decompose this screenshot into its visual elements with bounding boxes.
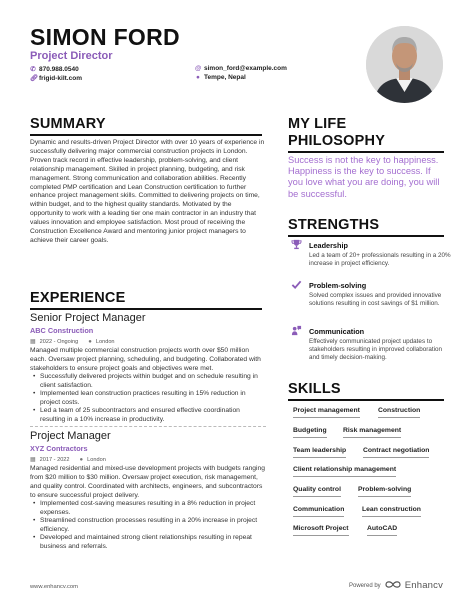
- job-company: XYZ Contractors: [30, 444, 88, 453]
- job-dates: 2022 - Ongoing: [39, 338, 79, 345]
- skills-divider: [288, 399, 444, 401]
- skill-tag: Microsoft Project: [293, 525, 349, 536]
- candidate-name: SIMON FORD: [30, 24, 180, 50]
- job-company: ABC Construction: [30, 326, 94, 335]
- map-pin-icon: ●: [79, 456, 84, 463]
- skill-tag: Project management: [293, 407, 360, 418]
- skill-tag: Quality control: [293, 486, 341, 497]
- summary-text: Dynamic and results-driven Project Director with over 10 years of experience in successfully delivering major commercial construction projects in London. Proven track record in effective leadership, problem-solving, and client relationship management. Skilled in project planning, budgeting, and risk management. Strong communication and collaboration abilities. Recently completed PMP certification and Lean Construction certification to further enhance project management skills. Committed to delivering projects on time, within budget, and to the highest quality standards. Motivated by the opportunity to work with a leading tier one main contractor in an industry that values innovation and employee satisfaction. Most proud of receiving the Construction Excellence Award and mentoring junior project managers to achieve their career goals.: [30, 139, 265, 244]
- achievement-item: • Implemented cost-saving measures resulting in a 8% reduction in project expenses.: [33, 500, 265, 517]
- strength-description: Led a team of 20+ professionals resulting in a 20% increase in project efficiency.: [309, 252, 451, 267]
- phone-icon: ✆: [30, 66, 36, 73]
- philosophy-divider: [288, 151, 444, 153]
- strength-description: Effectively communicated project updates to stakeholders resulting in improved collaboration and timely decision-making.: [309, 338, 443, 361]
- experience-heading: EXPERIENCE: [30, 290, 126, 306]
- phone-contact: [30, 65, 79, 73]
- strength-title: Leadership: [309, 241, 348, 250]
- skills-heading: SKILLS: [288, 381, 341, 397]
- footer-branding: [349, 580, 443, 591]
- email-contact[interactable]: [195, 65, 287, 72]
- profile-photo: [366, 26, 443, 103]
- summary-heading: SUMMARY: [30, 116, 106, 132]
- map-pin-icon: ●: [196, 74, 200, 81]
- email-text[interactable]: simon_ford@example.com: [204, 65, 287, 72]
- trophy-icon: [290, 239, 302, 251]
- achievement-item: • Led a team of 25 subcontractors and ensured effective coordination resulting in a 10% increase in productivity.: [33, 407, 265, 424]
- brand-name: Enhancv: [404, 580, 444, 591]
- philosophy-heading-line1: MY LIFE: [288, 116, 347, 132]
- skill-tag: Communication: [293, 506, 344, 517]
- strengths-heading: STRENGTHS: [288, 217, 380, 233]
- skill-tag: Risk management: [343, 427, 401, 438]
- strength-title: Problem-solving: [309, 281, 367, 290]
- achievement-item: • Streamlined construction processes resulting in a 20% increase in project efficiency.: [33, 517, 265, 534]
- philosophy-quote: Success is not the key to happiness. Happiness is the key to success. If you love what you are doing, you will be successful.: [288, 155, 440, 199]
- skill-tag: Construction: [378, 407, 420, 418]
- enhancv-logo-icon: [385, 580, 401, 591]
- powered-by-text: Powered by: [349, 582, 381, 589]
- job-title: Senior Project Manager: [30, 312, 146, 324]
- calendar-icon: ▦: [30, 457, 36, 463]
- map-pin-icon: ●: [88, 338, 92, 345]
- website-text[interactable]: frigid-kilt.com: [39, 74, 82, 82]
- skill-tag: Client relationship management: [293, 466, 396, 477]
- strength-title: Communication: [309, 327, 365, 336]
- job-separator: [30, 426, 266, 427]
- strength-description: Solved complex issues and provided innovative solutions resulting in cost savings of $1 million.: [309, 292, 442, 307]
- candidate-role: Project Director: [30, 50, 113, 62]
- job-description: Managed multiple commercial construction projects worth over $50 million each. Oversaw project planning, scheduling, and budgeting. Collaborated with stakeholders to ensure project goals and objectives were met.: [30, 347, 261, 372]
- philosophy-heading-line2: PHILOSOPHY: [288, 133, 386, 149]
- job-description: Managed residential and mixed-use development projects with budgets ranging from $20 million to $30 million. Oversaw project execution, risk management, and quality control. Coordinated with architects, engineers, and subcontractors to ensure successful project delivery.: [30, 465, 265, 499]
- website-contact[interactable]: [30, 74, 82, 82]
- location-text: Tempe, Nepal: [204, 74, 246, 81]
- achievement-item: • Successfully delivered projects within budget and on schedule resulting in client satisfaction.: [33, 373, 265, 390]
- job-location: London: [95, 338, 115, 345]
- job-dates: 2017 - 2022: [39, 456, 70, 463]
- skill-tag: AutoCAD: [367, 525, 397, 536]
- achievement-item: • Developed and maintained strong client relationships resulting in repeat business and referrals.: [33, 534, 265, 551]
- job-location: London: [87, 456, 106, 463]
- summary-divider: [30, 134, 262, 136]
- job-meta: [30, 456, 106, 463]
- skill-tag: Budgeting: [293, 427, 327, 438]
- check-icon: [290, 279, 302, 291]
- job-title: Project Manager: [30, 430, 111, 442]
- achievement-item: • Implemented lean construction practices resulting in 15% reduction in project costs.: [33, 390, 265, 407]
- philosophy-heading: [288, 116, 385, 150]
- link-icon: 🔗︎: [30, 75, 39, 82]
- experience-divider: [30, 308, 262, 310]
- footer-website[interactable]: www.enhancv.com: [30, 584, 78, 590]
- job-meta: [30, 338, 115, 345]
- strengths-divider: [288, 235, 444, 237]
- skill-tag: Problem-solving: [358, 486, 411, 497]
- skill-tag: Team leadership: [293, 447, 346, 458]
- phone-text: 870.988.0540: [39, 65, 79, 73]
- job-achievements: [33, 373, 265, 424]
- skill-tag: Lean construction: [362, 506, 421, 517]
- communication-icon: [290, 325, 302, 337]
- skill-tag: Contract negotiation: [363, 447, 429, 458]
- at-icon: @: [195, 65, 202, 72]
- job-achievements: [33, 500, 265, 551]
- location-contact: [195, 74, 246, 81]
- calendar-icon: ▦: [30, 339, 36, 345]
